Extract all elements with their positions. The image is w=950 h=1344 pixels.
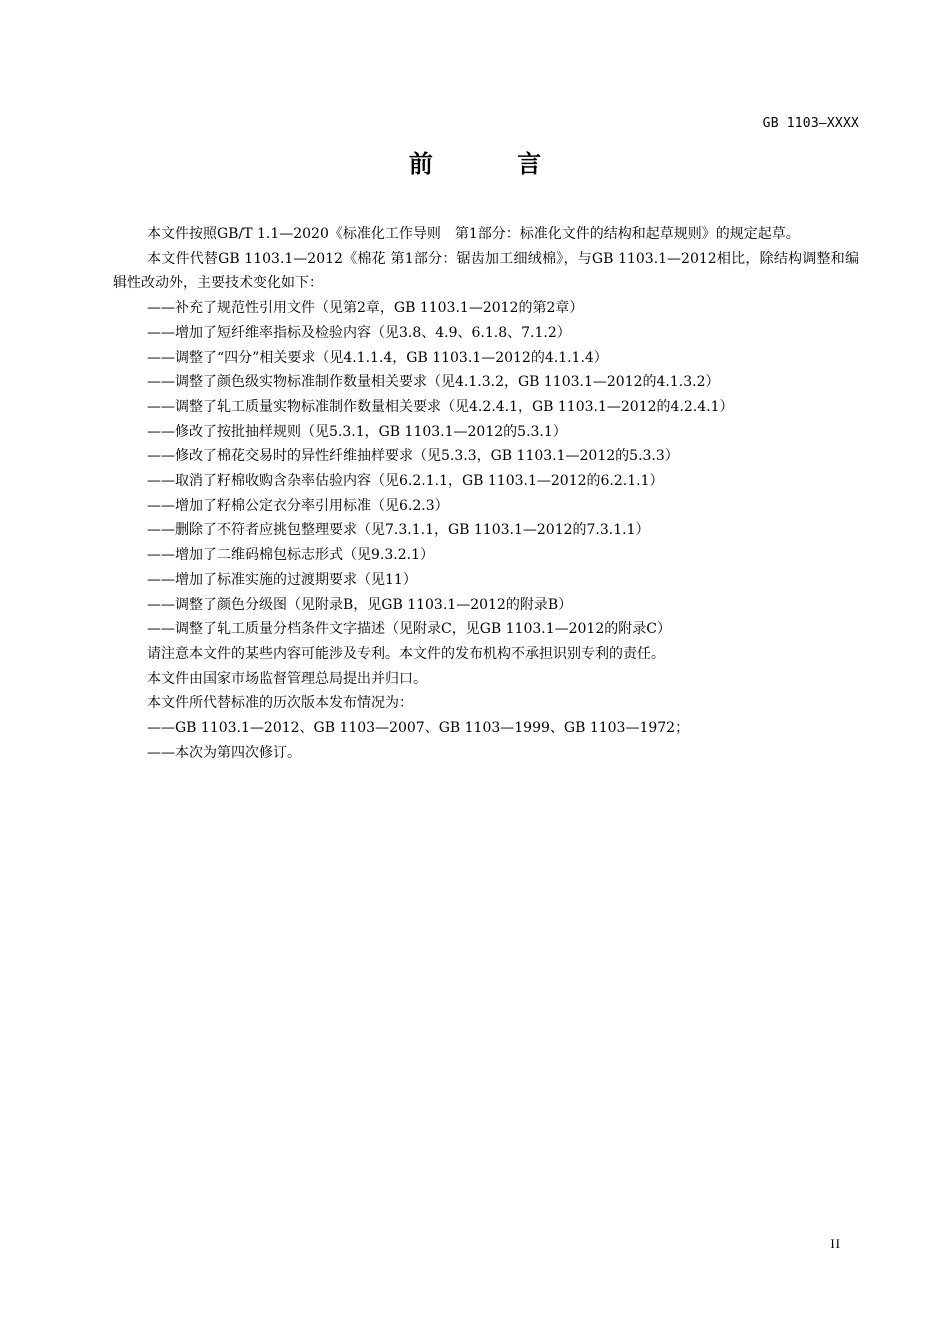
change-item: ——调整了轧工质量实物标准制作数量相关要求（见4.2.4.1，GB 1103.1—2012的4.2.4.1） [147, 398, 734, 415]
change-item: ——删除了不符者应挑包整理要求（见7.3.1.1，GB 1103.1—2012的7.3.1.1） [147, 522, 650, 539]
change-item: ——增加了短纤维率指标及检验内容（见3.8、4.9、6.1.8、7.1.2） [147, 324, 571, 341]
change-item: ——修改了按批抽样规则（见5.3.1，GB 1103.1—2012的5.3.1） [147, 423, 567, 440]
paragraph-replacement: 本文件代替GB 1103.1—2012《棉花 第1部分：锯齿加工细绒棉》，与GB 1103.1—2012相比，除结构调整和编辑性改动外，主要技术变化如下： [113, 250, 859, 292]
history-intro: 本文件所代替标准的历次版本发布情况为： [147, 695, 413, 712]
change-item: ——取消了籽棉收购含杂率估验内容（见6.2.1.1，GB 1103.1—2012的6.2.1.1） [147, 473, 664, 490]
change-item: ——增加了标准实施的过渡期要求（见11） [147, 571, 417, 588]
proposer-statement: 本文件由国家市场监督管理总局提出并归口。 [147, 670, 427, 687]
change-item: ——增加了二维码棉包标志形式（见9.3.2.1） [147, 547, 434, 564]
change-item: ——调整了颜色分级图（见附录B，见GB 1103.1—2012的附录B） [147, 596, 573, 613]
paragraph-drafting-rules: 本文件按照GB/T 1.1—2020《标准化工作导则 第1部分：标准化文件的结构和起草规则》的规定起草。 [147, 226, 800, 242]
change-item: ——调整了轧工质量分档条件文字描述（见附录C，见GB 1103.1—2012的附录C） [147, 621, 671, 638]
foreword-body [113, 222, 859, 765]
page-title: 前 言 [408, 150, 580, 178]
page-number: II [830, 1236, 841, 1251]
change-item: ——补充了规范性引用文件（见第2章，GB 1103.1—2012的第2章） [147, 300, 584, 317]
revision-count: ——本次为第四次修订。 [147, 744, 301, 761]
patent-notice: 请注意本文件的某些内容可能涉及专利。本文件的发布机构不承担识别专利的责任。 [147, 645, 665, 662]
change-item: ——调整了“四分”相关要求（见4.1.1.4，GB 1103.1—2012的4.1.1.4） [147, 349, 608, 366]
technical-changes-list [113, 296, 859, 642]
change-item: ——增加了籽棉公定衣分率引用标准（见6.2.3） [147, 497, 449, 514]
change-item: ——调整了颜色级实物标准制作数量相关要求（见4.1.3.2，GB 1103.1—2012的4.1.3.2） [147, 374, 720, 391]
document-code: GB 1103—XXXX [762, 116, 859, 131]
history-versions: ——GB 1103.1—2012、GB 1103—2007、GB 1103—1999、GB 1103—1972； [147, 720, 690, 737]
change-item: ——修改了棉花交易时的异性纤维抽样要求（见5.3.3，GB 1103.1—2012的5.3.3） [147, 448, 679, 465]
